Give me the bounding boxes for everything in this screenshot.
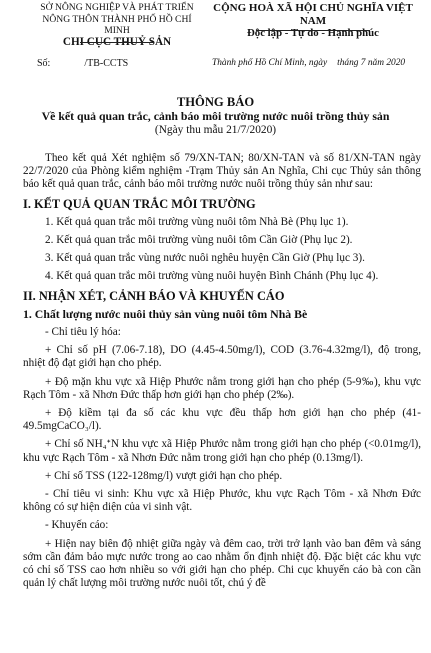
- document-body: [23, 152, 421, 590]
- microbiology-note: - Chỉ tiêu vi sinh: Khu vực xã Hiệp Phước, khu vực Rạch Tôm - xã Nhơn Đức không có sự hiện diện của vi sinh vật.: [23, 488, 421, 514]
- chem-item-tss: + Chỉ số TSS (122-128mg/l) vượt giới hạn cho phép.: [45, 469, 283, 482]
- chem-item-ph-do-cod: + Chỉ số pH (7.06-7.18), DO (4.45-4.50mg/l), COD (3.76-4.32mg/l), độ trong, nhiệt độ đạt giới hạn cho phép.: [23, 344, 421, 370]
- chemistry-label: - Chỉ tiêu lý hóa:: [45, 326, 121, 339]
- motto-underline: [256, 30, 370, 31]
- result-item-4: 4. Kết quả quan trắc môi trường vùng nuôi huyện Bình Chánh (Phụ lục 4).: [45, 270, 379, 283]
- result-item-3: 3. Kết quả quan trắc vùng nước nuôi nghêu huyện Cần Giờ (Phụ lục 3).: [45, 252, 365, 265]
- chem-item-salinity: + Độ mặn khu vực xã Hiệp Phước nằm trong giới hạn cho phép (5-9‰), khu vực Rạch Tôm - xã Nhơn Đức thấp hơn giới hạn cho phép (2‰).: [23, 375, 421, 401]
- org-line-2: NÔNG THÔN THÀNH PHỐ HỒ CHÍ MINH: [42, 13, 192, 36]
- issue-month-year: tháng 7 năm 2020: [337, 58, 406, 68]
- national-heading: [207, 2, 419, 40]
- department-name: CHI CỤC THUỶ SẢN: [62, 35, 172, 48]
- national-motto: Độc lập - Tự do - Hạnh phúc: [247, 27, 379, 39]
- subsection-1-heading: 1. Chất lượng nước nuôi thủy sản vùng nuôi tôm Nhà Bè: [23, 306, 308, 321]
- result-item-1: 1. Kết quả quan trắc môi trường vùng nuôi tôm Nhà Bè (Phụ lục 1).: [45, 215, 349, 228]
- title-block: [10, 95, 421, 137]
- intro-paragraph: Theo kết quả Xét nghiệm số 79/XN-TAN; 80/XN-TAN và số 81/XN-TAN ngày 22/7/2020 của Phòng kiểm nghiệm -Trạm Thủy sản An Nghĩa, Chi cục Thủy sản thông báo kết quả quan trắc, cảnh báo môi trường nước nuôi trồng thủy sản như sau:: [23, 152, 421, 191]
- issuer-underline: [80, 42, 154, 43]
- issue-place-day: Thành phố Hồ Chí Minh, ngày: [212, 58, 328, 68]
- doc-number-label: Số:: [37, 58, 51, 69]
- sampling-date: (Ngày thu mẫu 21/7/2020): [154, 123, 277, 136]
- section-2-heading: II. NHẬN XÉT, CẢNH BÁO VÀ KHUYẾN CÁO: [23, 288, 285, 303]
- advice-paragraph: + Hiện nay biên độ nhiệt giữa ngày và đêm cao, trời trở lạnh vào ban đêm và sáng sớm cần đảm bảo mực nước trong ao cao nhằm ổn định nhiệt độ. Đặc biệt các khu vực có chỉ số TSS cao hơn nhiều so với giới hạn cho phép. Chi cục khuyến cáo bà con cần quản lý chất lượng môi trường nước nuôi tốt, chú ý đề: [23, 537, 421, 590]
- section-1-heading: I. KẾT QUẢ QUAN TRẮC MÔI TRƯỜNG: [23, 196, 256, 211]
- chem-item-nh4n: + Chỉ số NH₄ᐩN khu vực xã Hiệp Phước nằm trong giới hạn cho phép (<0.01mg/l), khu vực Rạch Tôm - xã Nhơn Đức nằm trong giới hạn cho phép (0.13mg/l).: [23, 438, 421, 464]
- document-title: THÔNG BÁO: [176, 95, 255, 109]
- advice-label: - Khuyến cáo:: [45, 519, 109, 532]
- country-name: CỘNG HOÀ XÃ HỘI CHỦ NGHĨA VIỆT NAM: [213, 2, 413, 27]
- document-subtitle: Về kết quả quan trắc, cảnh báo môi trường nước nuôi trồng thủy sản: [41, 109, 390, 123]
- chem-item-alkalinity: + Độ kiềm tại đa số các khu vực đều thấp hơn giới hạn cho phép (41-49.5mgCaCO₃/l).: [23, 407, 421, 433]
- document-number: [37, 58, 128, 69]
- org-line-1: SỞ NÔNG NGHIỆP VÀ PHÁT TRIỂN: [40, 2, 194, 13]
- issue-date-line: [212, 58, 405, 68]
- doc-number-code: /TB-CCTS: [84, 58, 129, 69]
- result-item-2: 2. Kết quả quan trắc môi trường vùng nuôi tôm Cần Giờ (Phụ lục 2).: [45, 234, 353, 247]
